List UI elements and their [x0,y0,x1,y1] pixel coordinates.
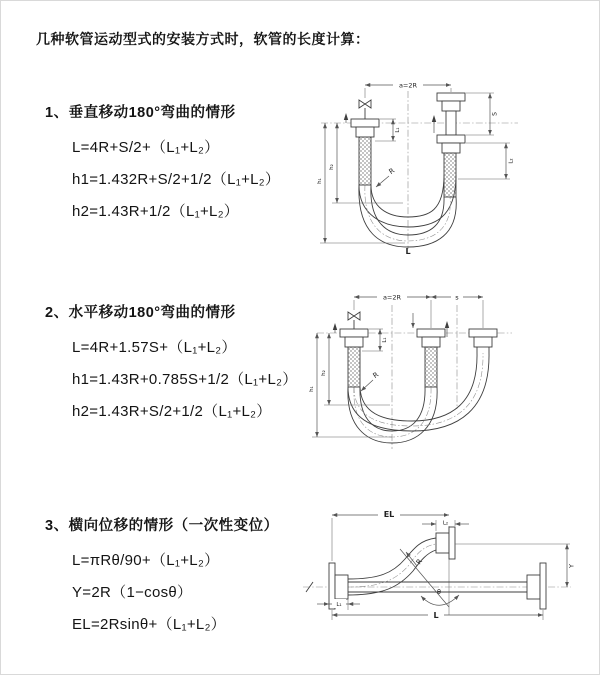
formula-line: L=4R+S/2+（L₁+L₂） [72,139,220,156]
radius-callout [376,167,396,187]
formula-line: EL=2Rsinθ+（L₁+L₂） [72,616,226,633]
dim-label-span: a=2R [382,293,402,302]
formula-line: h1=1.43R+0.785S+1/2（L₁+L₂） [72,371,298,388]
flange-fitting-lower-right [527,563,546,609]
dimension-lines [309,293,483,438]
formula-line: L=πRθ/90+（L₁+L₂） [72,552,220,569]
flange-fitting-right [469,329,497,353]
radius-callout [361,371,380,391]
dim-label-el: EL [383,510,395,519]
hose-curves [348,353,489,443]
valve-icon [359,100,371,119]
section-horizontal-bend [45,301,298,432]
hose-s-curve [348,538,436,595]
flange-fitting-left [351,119,379,185]
dim-label-l1: L₁ [336,602,342,608]
section-heading: 3、横向位移的情形（一次性变位） [45,518,279,534]
dim-label-shift-s: s [455,293,459,302]
dim-label-h2: h₂ [321,370,327,376]
dim-label-stroke-s: S [491,112,499,116]
dim-label-span: a=2R [398,81,418,90]
angle-theta-label: θ [437,588,441,596]
dimension-lines [317,81,515,244]
diagram-lateral-displacement [299,503,594,653]
hose-curves [359,175,456,247]
dim-label-l2: L₂ [508,158,515,164]
dim-label-h2: h₂ [329,164,335,170]
radius-label: R [414,557,425,567]
formula-line: h2=1.43R+S/2+1/2（L₁+L₂） [72,403,272,420]
flange-fitting-right [437,93,465,197]
radius-label: R [387,166,397,177]
section-vertical-bend [45,101,280,232]
radius-label: R [371,370,381,381]
section-lateral-displacement [45,514,279,645]
dim-label-l1: L₁ [382,337,388,343]
flange-fitting-left [340,329,368,387]
dim-label-l: L [433,611,439,620]
center-lines [321,91,518,249]
page-title: 几种软管运动型式的安装方式时，软管的长度计算： [36,31,370,47]
dim-label-h1: h₁ [309,386,315,392]
formula-line: L=4R+1.57S+（L₁+L₂） [72,339,237,356]
formula-line: h2=1.43R+1/2（L₁+L₂） [72,203,240,220]
section-heading: 2、水平移动180°弯曲的情形 [45,305,236,321]
formula-line: Y=2R（1−cosθ） [72,584,193,601]
formula-line: h1=1.432R+S/2+1/2（L₁+L₂） [72,171,281,188]
length-label: L [405,247,411,256]
dim-label-h1: h₁ [317,178,323,184]
flange-fitting-upper-right [436,527,455,559]
dim-label-y: Y [567,564,576,568]
section-heading: 1、垂直移动180°弯曲的情形 [45,105,236,121]
valve-icon [348,312,360,329]
dim-label-l2: L₂ [442,520,449,527]
flange-fitting-middle [417,329,445,387]
diagram-horizontal-180-bend [307,287,542,459]
diagram-vertical-180-bend [313,75,528,257]
dim-label-l1: L₁ [395,127,401,133]
